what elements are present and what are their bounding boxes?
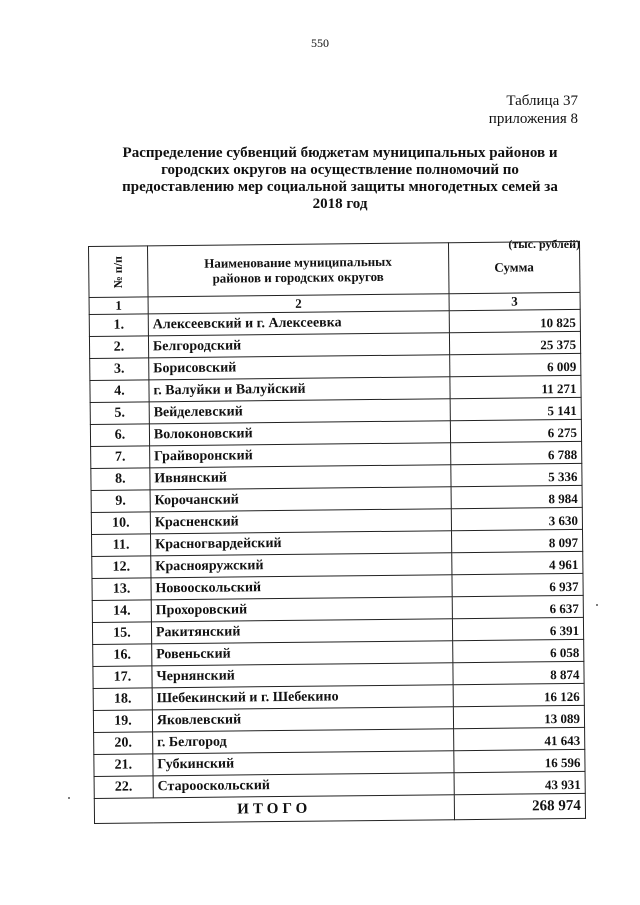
row-number: 2. [89,336,148,359]
subvention-sum: 5 141 [450,397,582,420]
row-number: 17. [93,666,152,689]
district-name: Шебекинский и г. Шебекино [152,685,453,710]
row-number: 1. [89,314,148,337]
subvention-sum: 16 596 [454,749,586,772]
subvention-sum: 8 097 [451,529,583,552]
subvention-sum: 16 126 [453,683,585,706]
district-name: Яковлевский [152,707,453,732]
district-name: г. Белгород [152,729,453,754]
header-name [147,243,448,297]
title-line-4: 2018 год [312,196,368,212]
subvention-sum: 4 961 [451,551,583,574]
district-name: Губкинский [153,751,454,776]
subvention-sum: 6 937 [452,573,584,596]
row-number: 15. [92,622,151,645]
row-number: 18. [93,688,152,711]
header-num [89,246,148,298]
district-name: Белгородский [148,333,449,358]
total-label: ИТОГО [94,795,454,824]
subvention-sum: 6 058 [452,639,584,662]
scan-speck [596,604,598,606]
subvention-sum: 6 009 [449,353,581,376]
column-index-3: 3 [449,292,580,310]
page-number: 550 [311,36,329,50]
subvention-sum: 3 630 [451,507,583,530]
subvention-sum: 41 643 [453,727,585,750]
header-name-line-2: районов и городских округов [212,268,384,286]
subvention-sum: 6 391 [452,617,584,640]
subvention-sum: 10 825 [449,309,581,332]
column-index-2: 2 [148,294,449,314]
subvention-table [88,241,586,824]
district-name: г. Валуйки и Валуйский [149,377,450,402]
table-caption-line-2: приложения 8 [488,111,578,127]
column-index-1: 1 [89,297,148,315]
row-number: 21. [94,754,153,777]
table-caption [489,92,578,128]
subvention-sum: 6 637 [452,595,584,618]
row-number: 16. [93,644,152,667]
row-number: 19. [93,710,152,733]
row-number: 10. [91,512,150,535]
row-number: 7. [91,446,150,469]
subvention-sum: 6 275 [450,419,582,442]
total-sum: 268 974 [454,793,586,819]
district-name: Ивнянский [150,465,451,490]
district-name: Волоконовский [149,421,450,446]
district-name: Красненский [150,509,451,534]
row-number: 4. [90,380,149,403]
subvention-sum: 11 271 [450,375,582,398]
district-name: Корочанский [150,487,451,512]
district-name: Новооскольский [151,575,452,600]
row-number: 22. [94,776,153,799]
scan-speck [68,797,70,799]
row-number: 14. [92,600,151,623]
subvention-sum: 13 089 [453,705,585,728]
district-name: Красногвардейский [150,531,451,556]
title-line-2: городских округов на осуществление полномочий по [161,162,519,178]
header-sum: Сумма [448,241,580,293]
row-number: 8. [91,468,150,491]
row-number: 3. [90,358,149,381]
district-name: Чернянский [152,663,453,688]
row-number: 12. [92,556,151,579]
district-name: Ровеньский [152,641,453,666]
document-title [110,145,570,213]
title-line-1: Распределение субвенций бюджетам муниципальных районов и [122,145,558,161]
title-line-3: предоставлению мер социальной защиты многодетных семей за [122,179,558,195]
row-number: 13. [92,578,151,601]
row-number: 5. [90,402,149,425]
subvention-sum: 8 874 [453,661,585,684]
district-name: Алексеевский и г. Алексеевка [148,311,449,336]
header-num-label: № п/п [110,255,125,288]
district-name: Ракитянский [151,619,452,644]
district-name: Грайворонский [150,443,451,468]
row-number: 20. [94,732,153,755]
subvention-sum: 25 375 [449,331,581,354]
row-number: 11. [92,534,151,557]
row-number: 6. [90,424,149,447]
district-name: Краснояружский [151,553,452,578]
table-caption-line-1: Таблица 37 [506,93,578,109]
subvention-sum: 8 984 [451,485,583,508]
subvention-sum: 43 931 [454,771,586,794]
header-name-line-1: Наименование муниципальных [204,253,392,271]
district-name: Борисовский [149,355,450,380]
district-name: Прохоровский [151,597,452,622]
subvention-sum: 6 788 [450,441,582,464]
total-row [94,793,585,823]
district-name: Старооскольский [153,773,454,798]
row-number: 9. [91,490,150,513]
table-header-row [89,241,581,297]
units-note: (тыс. рублей) [508,237,580,251]
district-name: Вейделевский [149,399,450,424]
subvention-sum: 5 336 [451,463,583,486]
